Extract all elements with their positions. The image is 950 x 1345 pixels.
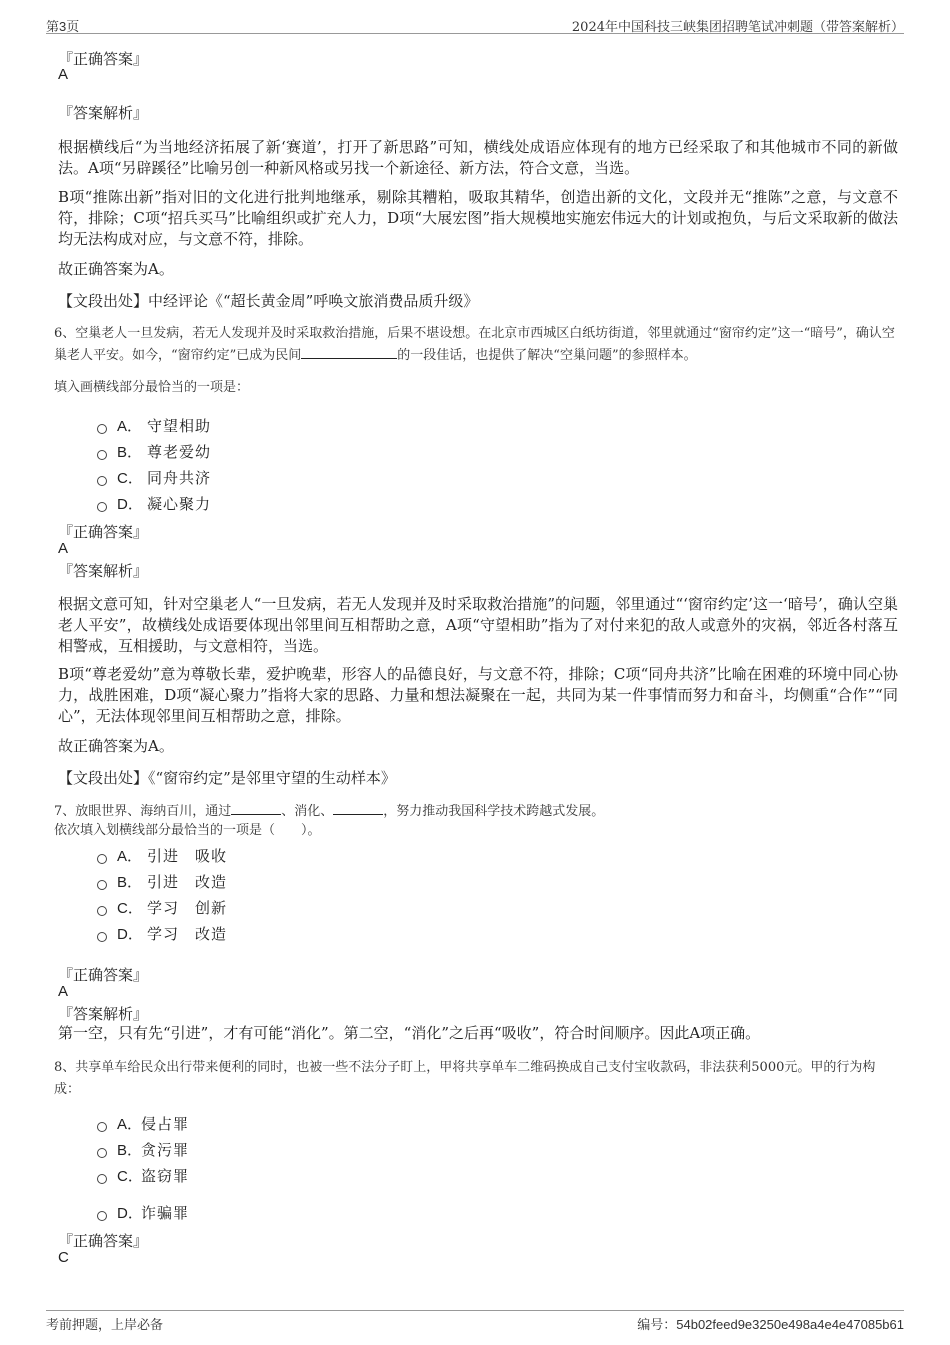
question-prompt: 依次填入划横线部分最恰当的一项是（ ）。 [54,823,321,838]
question-prompt: 填入画横线部分最恰当的一项是： [54,380,250,395]
correct-answer-label: 『正确答案』 [58,50,149,68]
question-stem-part: ，努力推动我国科学技术跨越式发展。 [383,804,605,819]
option-letter: C． [117,900,143,917]
correct-answer-value: C [58,1249,69,1266]
footer-divider [46,1310,904,1311]
option-text: 尊老爱幼 [147,443,212,461]
option-d[interactable] [97,923,227,944]
radio-icon[interactable] [97,854,107,864]
footer-slogan: 考前押题，上岸必备 [46,1318,164,1333]
option-a[interactable] [97,845,227,866]
option-text: 贪污罪 [141,1141,190,1159]
radio-icon[interactable] [97,424,107,434]
option-text: 引进 吸收 [147,847,228,865]
option-a[interactable] [97,1113,189,1134]
fill-blank [301,346,397,359]
conclusion: 故正确答案为A。 [58,260,174,278]
option-d[interactable] [97,493,211,514]
correct-answer-label: 『正确答案』 [58,523,149,541]
option-letter: C． [117,470,143,487]
question-stem-part: 、消化、 [281,804,334,819]
option-d[interactable] [97,1202,189,1223]
radio-icon[interactable] [97,880,107,890]
correct-answer-label: 『正确答案』 [58,966,149,984]
option-c[interactable] [97,1165,189,1186]
radio-icon[interactable] [97,476,107,486]
analysis-paragraph: 第一空，只有先“引进”，才有可能“消化”。第二空，“消化”之后再“吸收”，符合时间顺序。因此A项正确。 [58,1024,761,1042]
question-stem-part: 7、放眼世界、海纳百川，通过 [54,804,232,819]
option-letter: C． [117,1168,143,1185]
option-text: 学习 改造 [147,925,228,943]
document-code-value: 54b02feed9e3250e498a4e4e47085b61 [676,1317,904,1332]
radio-icon[interactable] [97,450,107,460]
radio-icon[interactable] [97,1122,107,1132]
analysis-label: 『答案解析』 [58,1005,149,1023]
option-text: 学习 创新 [147,899,228,917]
option-text: 守望相助 [147,417,212,435]
option-b[interactable] [97,441,211,462]
page-number: 第3页 [46,19,80,34]
correct-answer-value: A [58,983,69,1000]
option-text: 诈骗罪 [141,1204,190,1222]
correct-answer-value: A [58,540,69,557]
option-text: 同舟共济 [147,469,212,487]
header-divider [46,33,904,34]
option-a[interactable] [97,415,211,436]
option-letter: D． [117,496,143,513]
correct-answer-label: 『正确答案』 [58,1232,149,1250]
option-letter: A． [117,418,143,435]
option-text: 引进 改造 [147,873,228,891]
source-citation: 【文段出处】《“窗帘约定”是邻里守望的生动样本》 [58,769,396,787]
radio-icon[interactable] [97,1174,107,1184]
radio-icon[interactable] [97,1211,107,1221]
analysis-paragraph: B项“尊老爱幼”意为尊敬长辈，爱护晚辈，形容人的品德良好，与文意不符，排除；C项“同舟共济”比喻在困难的环境中同心协力，战胜困难，D项“凝心聚力”指将大家的思路、力量和想法凝聚在一起，共同为某一件事情而努力和奋斗，均侧重“合作”“同心”，无法体现邻里间互相帮助之意，排除。 [58,665,898,725]
document-code-label: 编号： [637,1318,677,1333]
document-code [637,1314,904,1333]
analysis-paragraph: 根据横线后“为当地经济拓展了新‘赛道’，打开了新思路”可知，横线处成语应体现有的地方已经采取了和其他城市不同的新做法。A项“另辟蹊径”比喻另创一种新风格或另找一个新途径、新方法，符合文意，当选。 [58,138,898,177]
source-citation: 【文段出处】中经评论《“超长黄金周”呼唤文旅消费品质升级》 [58,292,479,310]
option-letter: D． [117,926,143,943]
analysis-label: 『答案解析』 [58,104,149,122]
option-text: 侵占罪 [141,1115,190,1133]
fill-blank [231,802,281,815]
option-letter: A． [117,1116,143,1133]
radio-icon[interactable] [97,906,107,916]
fill-blank [333,802,383,815]
option-text: 盗窃罪 [141,1167,190,1185]
conclusion: 故正确答案为A。 [58,737,174,755]
option-letter: D． [117,1205,143,1222]
option-b[interactable] [97,1139,189,1160]
question-stem-part: 的一段佳话，也提供了解决“空巢问题”的参照样本。 [397,348,697,363]
correct-answer-value: A [58,66,69,83]
option-letter: B． [117,1142,143,1159]
document-title: 2024年中国科技三峡集团招聘笔试冲刺题（带答案解析） [571,20,904,35]
question-stem [54,323,900,367]
radio-icon[interactable] [97,502,107,512]
option-letter: A． [117,848,143,865]
option-b[interactable] [97,871,227,892]
radio-icon[interactable] [97,932,107,942]
analysis-paragraph: 根据文意可知，针对空巢老人“一旦发病，若无人发现并及时采取救治措施”的问题，邻里通过“‘窗帘约定’这一‘暗号’，确认空巢老人平安”，故横线处成语要体现出邻里间互相帮助之意，A项“守望相助”指为了对付来犯的敌人或意外的灾祸，邻近各村落互相警戒，互相援助，与文意相符，当选。 [58,595,898,655]
question-stem-part: 6、空巢老人一旦发病，若无人发现并及时采取救治措施，后果不堪设想。在北京市西城区白纸坊街道，邻里就通过“窗帘约定”这一“暗号”，确认空巢老人平安。如今，“窗帘约定”已成为民间 [54,326,895,363]
radio-icon[interactable] [97,1148,107,1158]
analysis-paragraph: B项“推陈出新”指对旧的文化进行批判地继承，剔除其糟粕，吸取其精华，创造出新的文化，文段并无“推陈”之意，与文意不符，排除；C项“招兵买马”比喻组织或扩充人力，D项“大展宏图”指大规模地实施宏伟远大的计划或抱负，与后文采取新的做法均无法构成对应，与文意不符，排除。 [58,188,898,248]
option-text: 凝心聚力 [147,495,212,513]
option-c[interactable] [97,897,227,918]
option-letter: B． [117,874,143,891]
analysis-label: 『答案解析』 [58,562,149,580]
option-c[interactable] [97,467,211,488]
question-stem: 8、共享单车给民众出行带来便利的同时，也被一些不法分子盯上，甲将共享单车二维码换成自己支付宝收款码，非法获利5000元。甲的行为构成： [54,1060,876,1097]
option-letter: B． [117,444,143,461]
